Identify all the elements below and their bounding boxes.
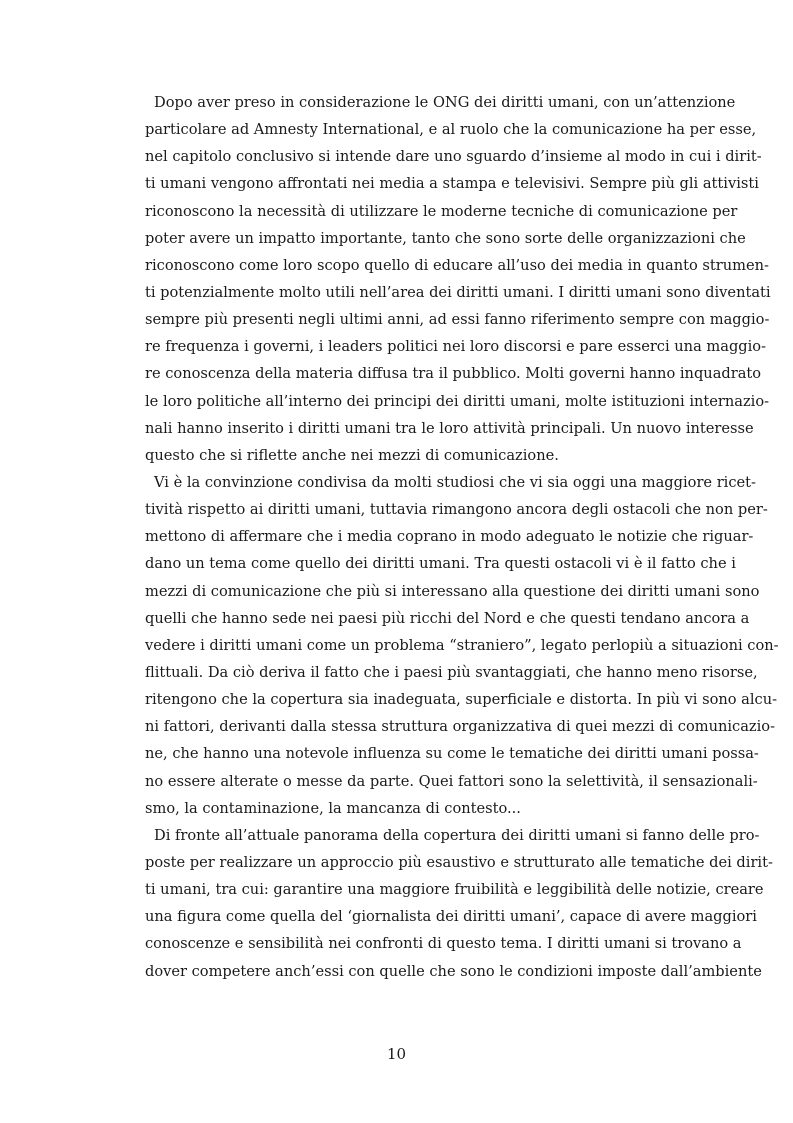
text-line: re frequenza i governi, i leaders politici nei loro discorsi e pare esserci una maggio- [145, 338, 767, 356]
text-line: nali hanno inserito i diritti umani tra le loro attività principali. Un nuovo interesse [145, 419, 754, 437]
text-line: conoscenze e sensibilità nei confronti di questo tema. I diritti umani si trovano a [145, 935, 742, 953]
text-line: poter avere un impatto importante, tanto che sono sorte delle organizzazioni che [145, 229, 746, 247]
text-line: smo, la contaminazione, la mancanza di contesto... [145, 799, 521, 817]
text-line: particolare ad Amnesty International, e al ruolo che la comunicazione ha per esse, [145, 121, 757, 139]
text-line: poste per realizzare un approccio più esaustivo e strutturato alle tematiche dei dirit- [145, 853, 773, 871]
text-line: nel capitolo conclusivo si intende dare uno sguardo d’insieme al modo in cui i dirit- [145, 148, 762, 166]
text-line: Di fronte all’attuale panorama della copertura dei diritti umani si fanno delle pro- [154, 826, 760, 844]
text-line: re conoscenza della materia diffusa tra il pubblico. Molti governi hanno inquadrato [145, 365, 762, 383]
text-line: le loro politiche all’interno dei principi dei diritti umani, molte istituzioni internazio- [145, 392, 770, 410]
text-line: vedere i diritti umani come un problema “straniero”, legato perlopiù a situazioni con- [145, 636, 779, 654]
text-line: no essere alterate o messe da parte. Quei fattori sono la selettività, il sensazionali- [145, 772, 758, 790]
page-number: 10 [386, 1045, 407, 1063]
paragraph [145, 822, 773, 985]
text-line: mettono di affermare che i media coprano in modo adeguato le notizie che riguar- [145, 528, 754, 546]
text-line: ti umani vengono affrontati nei media a stampa e televisivi. Sempre più gli attivisti [145, 175, 759, 193]
text-line: tività rispetto ai diritti umani, tuttavia rimangono ancora degli ostacoli che non per- [145, 501, 768, 519]
text-line: flittuali. Da ciò deriva il fatto che i paesi più svantaggiati, che hanno meno risorse, [145, 663, 758, 681]
text-line: una figura come quella del ‘giornalista dei diritti umani’, capace di avere maggiori [145, 908, 757, 926]
text-line: riconoscono come loro scopo quello di educare all’uso dei media in quanto strumen- [145, 256, 769, 274]
paragraph [145, 469, 779, 822]
text-line: sempre più presenti negli ultimi anni, ad essi fanno riferimento sempre con maggio- [145, 311, 770, 329]
text-line: riconoscono la necessità di utilizzare le moderne tecniche di comunicazione per [145, 202, 738, 220]
paragraph [145, 89, 771, 469]
text-line: ne, che hanno una notevole influenza su come le tematiche dei diritti umani possa- [145, 745, 759, 763]
document-body [145, 89, 779, 985]
text-line: Dopo aver preso in considerazione le ONG dei diritti umani, con un’attenzione [154, 94, 736, 111]
text-line: dover competere anch’essi con quelle che sono le condizioni imposte dall’ambiente [145, 962, 762, 980]
text-line: questo che si riflette anche nei mezzi di comunicazione. [145, 446, 559, 464]
text-line: ti umani, tra cui: garantire una maggiore fruibilità e leggibilità delle notizie, creare [145, 881, 764, 899]
text-line: ti potenzialmente molto utili nell’area dei diritti umani. I diritti umani sono diventati [145, 283, 771, 301]
text-line: Vi è la convinzione condivisa da molti studiosi che vi sia oggi una maggiore ricet- [154, 473, 756, 491]
text-line: ritengono che la copertura sia inadeguata, superficiale e distorta. In più vi sono alcu- [145, 691, 778, 709]
text-line: ni fattori, derivanti dalla stessa struttura organizzativa di quei mezzi di comunicazio- [145, 718, 775, 736]
text-line: dano un tema come quello dei diritti umani. Tra questi ostacoli vi è il fatto che i [145, 555, 736, 573]
text-line: quelli che hanno sede nei paesi più ricchi del Nord e che questi tendano ancora a [145, 609, 750, 627]
text-line: mezzi di comunicazione che più si interessano alla questione dei diritti umani sono [145, 582, 760, 600]
